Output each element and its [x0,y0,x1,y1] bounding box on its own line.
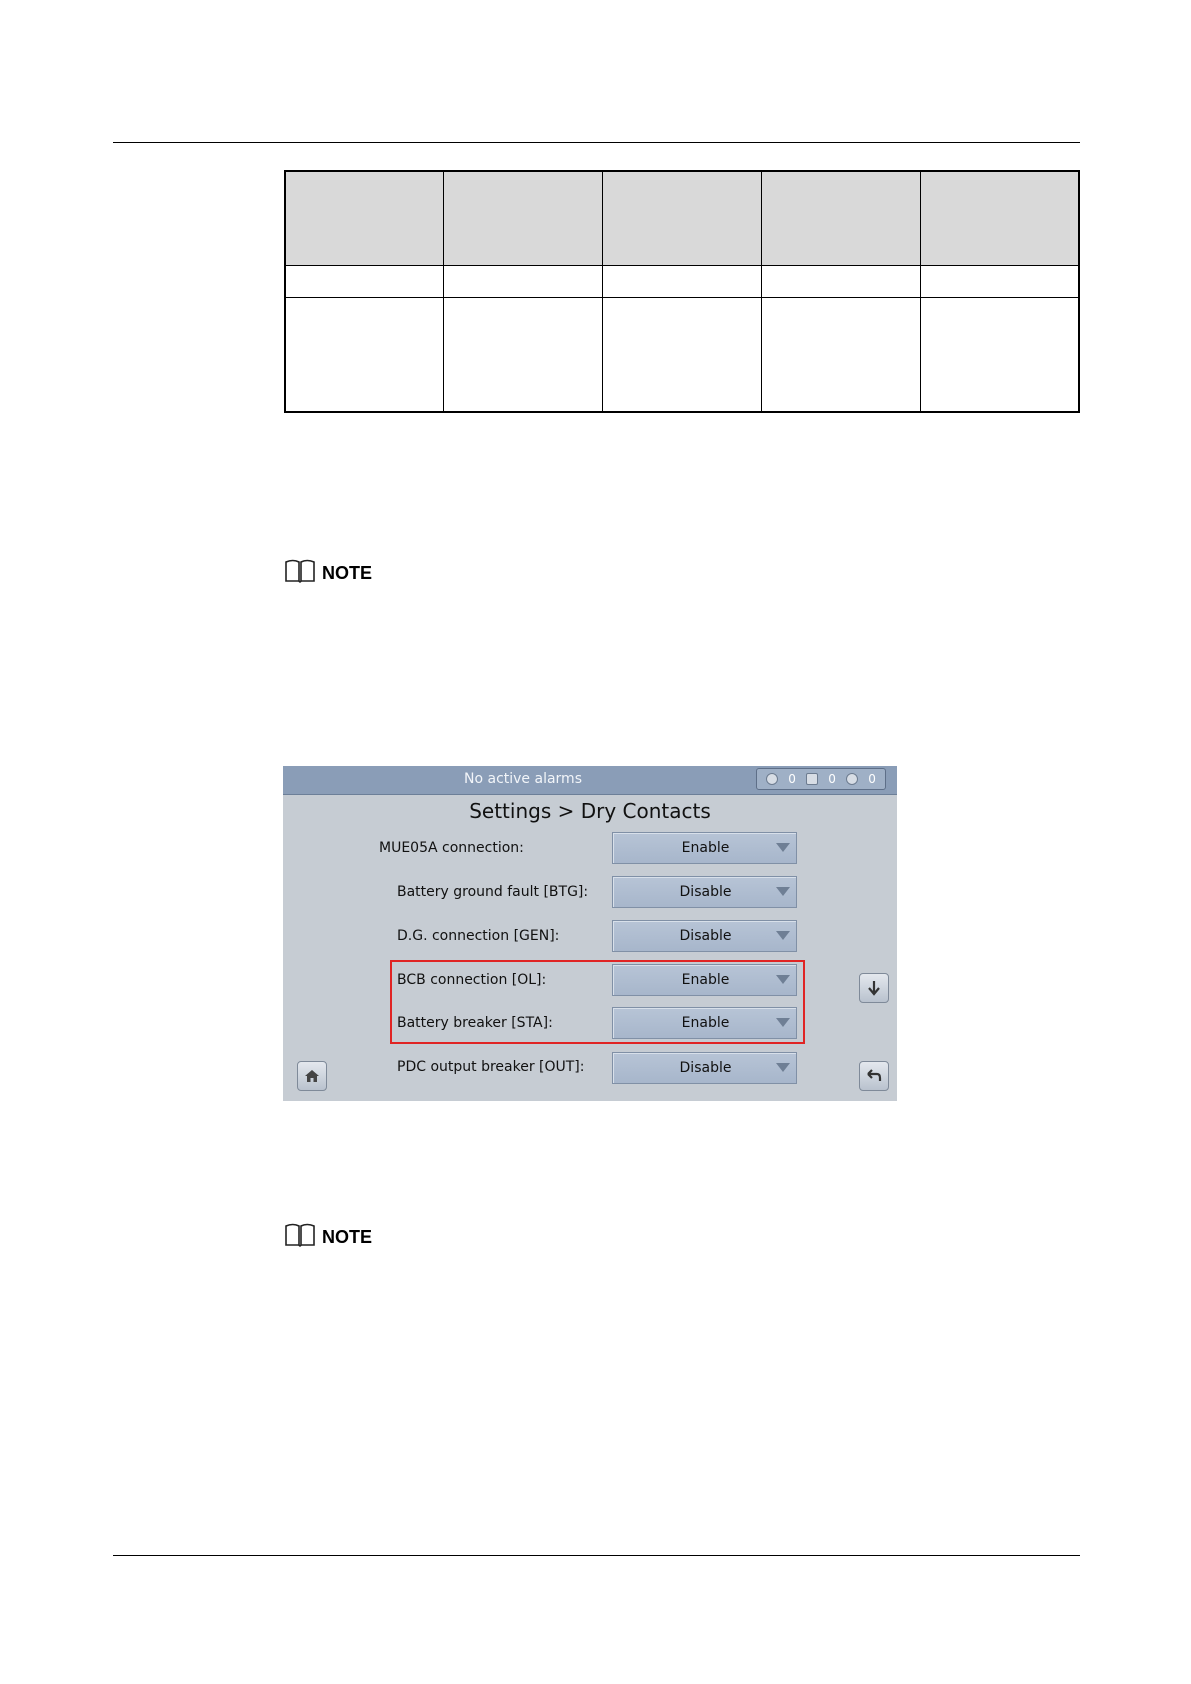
back-icon [865,1067,883,1085]
table-cell [285,265,444,297]
table-cell [444,265,603,297]
table-header-row [285,171,1079,265]
note-label: NOTE [322,562,373,583]
caret-down-icon [776,843,790,852]
alarm-counters[interactable] [756,768,886,790]
table-row [285,265,1079,297]
note-label: NOTE [322,1226,373,1247]
ups-settings-screenshot [283,766,897,1101]
major-alarm-icon [806,773,818,785]
setting-label-sta: Battery breaker [STA]: [397,1015,553,1031]
setting-label-btg: Battery ground fault [BTG]: [397,884,589,900]
dropdown-value: Enable [681,972,730,988]
alarm-bar [283,766,897,795]
highlight-box [390,960,805,1044]
scroll-down-button[interactable] [859,973,889,1003]
table-cell [285,298,444,412]
table-cell [761,265,920,297]
dropdown-value: Disable [679,928,732,944]
dropdown-gen[interactable] [612,920,797,952]
critical-alarm-count: 0 [788,772,796,786]
dropdown-value: Enable [681,840,730,856]
table-header-cell [444,171,603,265]
note-callout [284,558,372,584]
table-header-cell [285,171,444,265]
home-icon [303,1067,321,1085]
back-button[interactable] [859,1061,889,1091]
parameter-table [284,170,1080,413]
header-rule [113,142,1080,143]
dropdown-mue05a[interactable] [612,832,797,864]
table-header-cell [920,171,1079,265]
note-callout [284,1222,372,1248]
dropdown-out[interactable] [612,1052,797,1084]
book-icon [284,558,316,584]
minor-alarm-count: 0 [868,772,876,786]
caret-down-icon [776,931,790,940]
caret-down-icon [776,887,790,896]
table-cell [761,298,920,412]
setting-label-ol: BCB connection [OL]: [397,972,547,988]
book-icon [284,1222,316,1248]
table-cell [920,265,1079,297]
setting-label-mue05a: MUE05A connection: [379,840,524,856]
table-row [285,298,1079,412]
table-header-cell [603,171,762,265]
table-cell [603,298,762,412]
table-cell [603,265,762,297]
table-header-cell [761,171,920,265]
footer-rule [113,1555,1080,1556]
table-cell [444,298,603,412]
setting-label-gen: D.G. connection [GEN]: [397,928,560,944]
setting-label-out: PDC output breaker [OUT]: [397,1059,585,1075]
home-button[interactable] [297,1061,327,1091]
screen-title: Settings > Dry Contacts [469,799,711,823]
major-alarm-count: 0 [828,772,836,786]
caret-down-icon [776,1063,790,1072]
dropdown-value: Enable [681,1015,730,1031]
dropdown-value: Disable [679,884,732,900]
critical-alarm-icon [766,773,778,785]
table-cell [920,298,1079,412]
minor-alarm-icon [846,773,858,785]
alarm-status-text: No active alarms [464,771,582,787]
dropdown-btg[interactable] [612,876,797,908]
down-arrow-icon [865,979,883,997]
dropdown-value: Disable [679,1060,732,1076]
